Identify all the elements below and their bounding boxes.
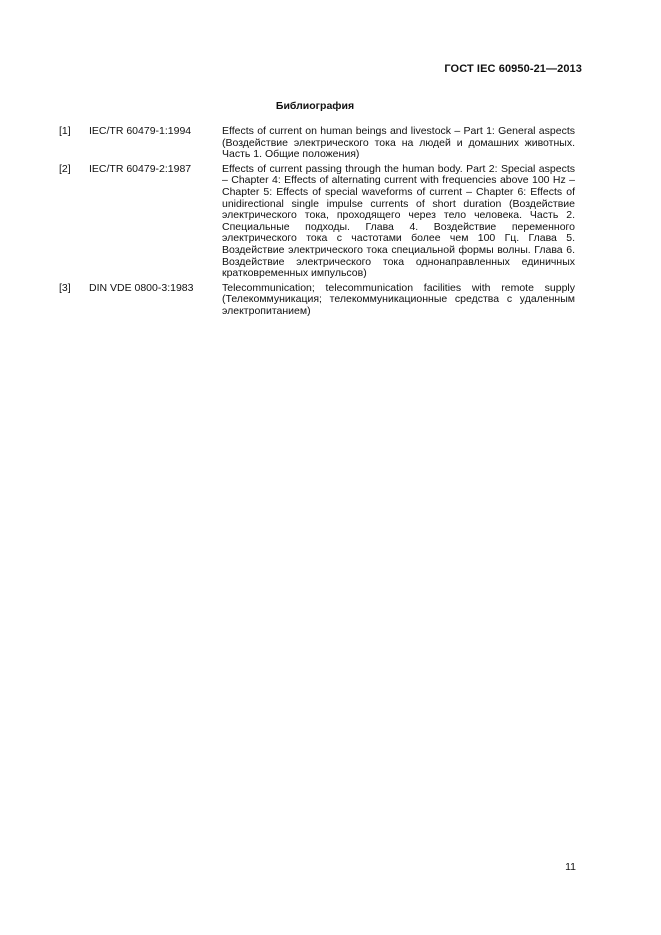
page-number: 11: [565, 861, 576, 873]
bibliography-list: [59, 126, 575, 321]
entry-number: [1]: [59, 125, 71, 137]
bibliography-entry: [59, 164, 575, 280]
bibliography-entry: [59, 126, 575, 161]
bibliography-title: Библиография: [275, 100, 355, 112]
entry-description: Effects of current passing through the human body. Part 2: Special aspects – Chapter 4: Effects of alternating current with frequencies above 100 Hz –Chapter 5: Effects of special waveforms of current – Chapter 6: Effects of unidirectional single impulse currents of short duration (Воздействие электрического тока, проходящего через тело человека. Часть 2. Специальные подходы. Глава 4. Воздействие переменного электрического тока с частотами более чем 100 Гц. Глава 5. Воздействие электрического тока специальной формы волны. Глава 6. Воздействие электрического тока однонаправленных единичных кратковременных импульсов): [222, 162, 575, 280]
entry-description: Telecommunication; telecommunication facilities with remote supply (Телекоммуникация; телекоммуникационные средства с удаленным электропитанием): [222, 281, 575, 317]
entry-number: [2]: [59, 162, 71, 175]
entry-description: Effects of current on human beings and livestock – Part 1: General aspects (Воздействие электрического тока на людей и домашних животных. Часть 1. Общие положения): [222, 125, 575, 161]
entry-standard-code: DIN VDE 0800-3:1983: [89, 281, 194, 294]
bibliography-entry: [59, 283, 575, 318]
entry-standard-code: IEC/TR 60479-1:1994: [89, 125, 192, 137]
document-standard-header: ГОСТ IEC 60950-21—2013: [444, 63, 582, 75]
entry-number: [3]: [59, 281, 71, 294]
entry-standard-code: IEC/TR 60479-2:1987: [89, 162, 192, 175]
